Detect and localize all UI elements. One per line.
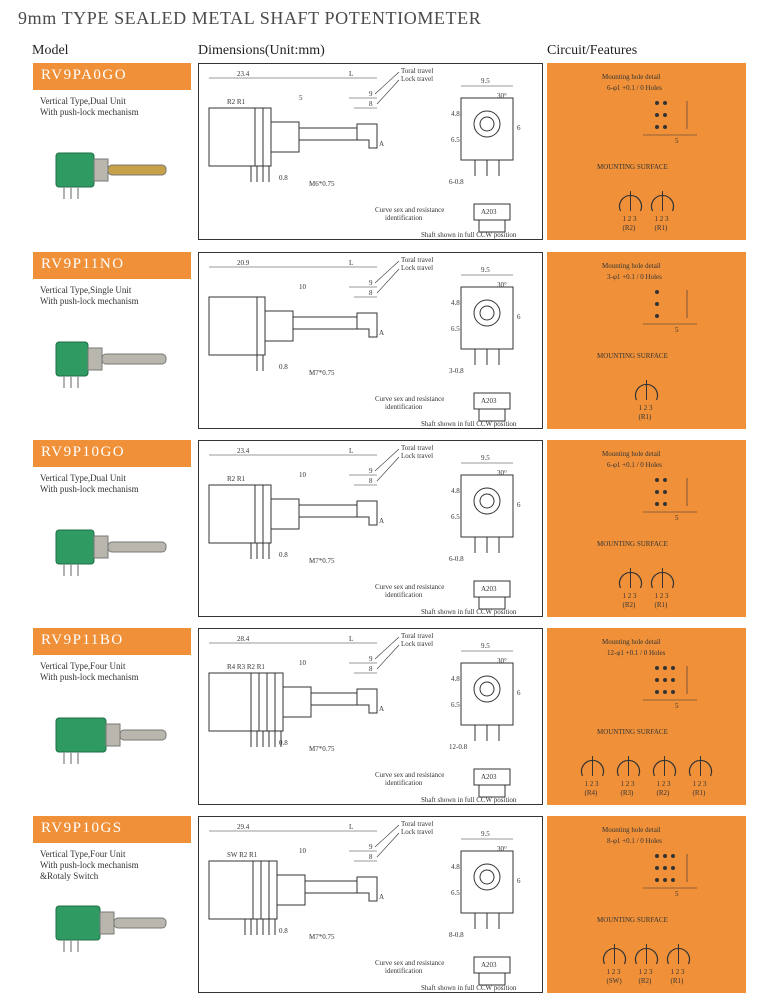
mounting-hole — [671, 878, 675, 882]
leader-total — [375, 449, 399, 471]
mounting-surface: MOUNTING SURFACE — [597, 916, 668, 924]
side-shaft — [299, 128, 357, 140]
mounting-hole-detail: Mounting hole detail — [602, 638, 661, 646]
dim-9: 9 — [369, 90, 373, 98]
mounting-hole — [655, 678, 659, 682]
mounting-hole — [655, 302, 659, 306]
label-curve: Curve sex and resistance — [375, 583, 445, 591]
dim-9: 9 — [369, 843, 373, 851]
pot-body — [56, 718, 106, 752]
front-shaft — [480, 870, 494, 884]
front-body — [461, 851, 513, 913]
column-header-circuit: Circuit/Features — [547, 43, 638, 58]
model-description — [40, 849, 190, 882]
dim-6: 6 — [517, 689, 521, 697]
label-pins: 3-0.8 — [449, 367, 464, 375]
dim-4-8: 4.8 — [451, 863, 460, 871]
holes-spec: 12-φ1 +0.1 / 0 Holes — [607, 649, 666, 657]
dim-6-5: 6.5 — [451, 325, 460, 333]
label-A: A — [379, 893, 385, 901]
mounting-hole — [663, 866, 667, 870]
description-line: Vertical Type,Dual Unit — [40, 473, 126, 483]
pot-bushing — [88, 348, 102, 370]
label-unit-markings: R2 R1 — [227, 98, 246, 106]
dim-8: 8 — [369, 100, 373, 108]
dim-9-5: 9.5 — [481, 266, 490, 274]
circuit-label: (SW) — [606, 977, 622, 985]
mounting-hole-detail: Mounting hole detail — [602, 826, 661, 834]
dim-8: 8 — [369, 853, 373, 861]
circuit-label: (R3) — [620, 789, 634, 797]
circuit-features — [547, 63, 746, 240]
mounting-surface: MOUNTING SURFACE — [597, 728, 668, 736]
side-body — [209, 861, 277, 919]
pin-numbers: 1 2 3 — [670, 968, 685, 976]
label-code: A203 — [481, 397, 497, 405]
dim-5-circuit: 5 — [675, 326, 679, 334]
dim-0-8: 0.8 — [279, 739, 288, 747]
dim-9-5: 9.5 — [481, 454, 490, 462]
label-unit-markings: R4 R3 R2 R1 — [227, 663, 265, 671]
dim-5-circuit: 5 — [675, 702, 679, 710]
dim-0-8: 0.8 — [279, 363, 288, 371]
label-total-travel: Toral travel — [401, 444, 434, 452]
label-total-travel: Toral travel — [401, 256, 434, 264]
front-bushing — [474, 864, 500, 890]
label-identification: identification — [385, 214, 423, 222]
mounting-hole — [655, 125, 659, 129]
front-shaft — [480, 494, 494, 508]
dim-0-8: 0.8 — [279, 551, 288, 559]
product-photo — [42, 894, 182, 958]
label-code: A203 — [481, 961, 497, 969]
front-bushing — [474, 300, 500, 326]
circuit-label: (R1) — [654, 601, 668, 609]
label-lock-travel: Lock travel — [401, 452, 434, 460]
label-unit-markings: SW R2 R1 — [227, 851, 258, 859]
label-thread: M7*0.75 — [309, 557, 335, 565]
dim-5: 10 — [299, 847, 306, 855]
dim-5: 5 — [299, 94, 303, 102]
dimension-drawing — [198, 816, 543, 993]
mounting-surface: MOUNTING SURFACE — [597, 352, 668, 360]
mounting-hole — [663, 666, 667, 670]
pin-numbers: 1 2 3 — [638, 404, 653, 412]
dim-L: L — [349, 447, 354, 455]
label-pins: 12-0.8 — [449, 743, 468, 751]
label-total-travel: Toral travel — [401, 820, 434, 828]
label-identification: identification — [385, 779, 423, 787]
dim-L: L — [349, 70, 354, 78]
dim-0-8: 0.8 — [279, 927, 288, 935]
side-bushing — [283, 687, 311, 717]
label-lock-travel: Lock travel — [401, 828, 434, 836]
dim-8: 8 — [369, 289, 373, 297]
label-lock-travel: Lock travel — [401, 640, 434, 648]
mounting-surface: MOUNTING SURFACE — [597, 163, 668, 171]
product-row — [0, 628, 757, 808]
mounting-hole — [663, 678, 667, 682]
label-A: A — [379, 329, 385, 337]
mounting-hole — [671, 666, 675, 670]
circuit-label: (R2) — [656, 789, 670, 797]
leader-total — [375, 637, 399, 659]
dim-8: 8 — [369, 477, 373, 485]
model-description — [40, 661, 190, 683]
mounting-hole — [655, 690, 659, 694]
model-description — [40, 473, 190, 495]
dim-0-8: 0.8 — [279, 174, 288, 182]
side-bushing — [265, 311, 293, 341]
front-shaft — [480, 306, 494, 320]
dim-5: 10 — [299, 471, 306, 479]
pin-numbers: 1 2 3 — [656, 780, 671, 788]
front-bushing — [474, 676, 500, 702]
dim-body-length: 23.4 — [237, 70, 250, 78]
pin-numbers: 1 2 3 — [692, 780, 707, 788]
pin-numbers: 1 2 3 — [622, 215, 637, 223]
label-angle: 30° — [497, 281, 507, 289]
shaft-knob — [357, 313, 377, 337]
dim-4-8: 4.8 — [451, 299, 460, 307]
label-curve: Curve sex and resistance — [375, 206, 445, 214]
label-angle: 30° — [497, 845, 507, 853]
dim-body-length: 29.4 — [237, 823, 250, 831]
mounting-hole — [663, 125, 667, 129]
pot-shaft — [120, 730, 166, 740]
dim-6: 6 — [517, 124, 521, 132]
mounting-hole — [663, 478, 667, 482]
product-row — [0, 63, 757, 243]
mounting-hole — [671, 866, 675, 870]
product-photo — [42, 706, 182, 770]
mounting-hole-detail: Mounting hole detail — [602, 262, 661, 270]
label-pins: 8-0.8 — [449, 931, 464, 939]
mounting-hole — [671, 690, 675, 694]
side-body — [209, 108, 271, 166]
dim-4-8: 4.8 — [451, 487, 460, 495]
product-photo — [42, 141, 182, 205]
mounting-hole-detail: Mounting hole detail — [602, 73, 661, 81]
circuit-label: (R4) — [584, 789, 598, 797]
column-header-model: Model — [32, 43, 69, 58]
shaft-knob — [357, 124, 377, 148]
dim-6: 6 — [517, 877, 521, 885]
pot-body — [56, 153, 94, 187]
mounting-hole — [655, 113, 659, 117]
label-lock-travel: Lock travel — [401, 264, 434, 272]
dim-body-length: 28.4 — [237, 635, 250, 643]
label-curve: Curve sex and resistance — [375, 771, 445, 779]
label-code: A203 — [481, 585, 497, 593]
mounting-hole — [663, 101, 667, 105]
dim-L: L — [349, 823, 354, 831]
holes-spec: 6-φ1 +0.1 / 0 Holes — [607, 84, 662, 92]
dim-5: 10 — [299, 659, 306, 667]
mounting-hole — [655, 878, 659, 882]
side-body — [209, 485, 271, 543]
pot-bushing — [106, 724, 120, 746]
leader-lock — [377, 645, 399, 669]
label-identification: identification — [385, 403, 423, 411]
pin-numbers: 1 2 3 — [638, 968, 653, 976]
side-body — [209, 673, 283, 731]
model-number: RV9P10GS — [33, 816, 191, 843]
pot-shaft — [114, 918, 166, 928]
side-bushing — [271, 122, 299, 152]
mounting-hole — [655, 478, 659, 482]
dim-6-5: 6.5 — [451, 701, 460, 709]
mounting-hole — [663, 854, 667, 858]
label-angle: 30° — [497, 92, 507, 100]
mounting-hole — [655, 314, 659, 318]
dim-9: 9 — [369, 467, 373, 475]
front-body — [461, 287, 513, 349]
mounting-hole — [663, 490, 667, 494]
label-A: A — [379, 517, 385, 525]
pot-body — [56, 342, 88, 376]
dim-9: 9 — [369, 655, 373, 663]
dim-5: 10 — [299, 283, 306, 291]
label-curve: Curve sex and resistance — [375, 959, 445, 967]
pot-shaft — [102, 354, 166, 364]
pot-bushing — [94, 159, 108, 181]
leader-total — [375, 261, 399, 283]
product-row — [0, 440, 757, 620]
label-A: A — [379, 705, 385, 713]
front-bushing — [474, 111, 500, 137]
dim-L: L — [349, 259, 354, 267]
front-shaft — [480, 682, 494, 696]
pin-numbers: 1 2 3 — [620, 780, 635, 788]
dimension-drawing — [198, 252, 543, 429]
model-number: RV9P10GO — [33, 440, 191, 467]
label-thread: M7*0.75 — [309, 933, 335, 941]
pin-numbers: 1 2 3 — [606, 968, 621, 976]
leader-lock — [377, 833, 399, 857]
pin-numbers: 1 2 3 — [654, 215, 669, 223]
dim-5-circuit: 5 — [675, 137, 679, 145]
mounting-hole — [663, 502, 667, 506]
dim-6-5: 6.5 — [451, 136, 460, 144]
label-unit-markings: R2 R1 — [227, 475, 246, 483]
circuit-features — [547, 252, 746, 429]
label-A: A — [379, 140, 385, 148]
description-line: Vertical Type,Four Unit — [40, 661, 126, 671]
description-line: Vertical Type,Four Unit — [40, 849, 126, 859]
dim-6: 6 — [517, 501, 521, 509]
pot-shaft — [108, 165, 166, 175]
label-curve: Curve sex and resistance — [375, 395, 445, 403]
dim-6-5: 6.5 — [451, 889, 460, 897]
label-lock-travel: Lock travel — [401, 75, 434, 83]
leader-lock — [377, 269, 399, 293]
dim-5-circuit: 5 — [675, 514, 679, 522]
description-line: With push-lock mechanism — [40, 107, 139, 117]
mounting-hole — [655, 502, 659, 506]
side-shaft — [299, 505, 357, 517]
side-shaft — [293, 317, 357, 329]
description-line: Vertical Type,Dual Unit — [40, 96, 126, 106]
mounting-hole-detail: Mounting hole detail — [602, 450, 661, 458]
label-pins: 6-0.8 — [449, 555, 464, 563]
dim-body-length: 23.4 — [237, 447, 250, 455]
shaft-knob — [357, 689, 377, 713]
pin-numbers: 1 2 3 — [654, 592, 669, 600]
mounting-hole — [671, 678, 675, 682]
mounting-hole — [655, 666, 659, 670]
shaft-knob — [357, 501, 377, 525]
dim-5-circuit: 5 — [675, 890, 679, 898]
label-shaft-position: Shaft shown in full CCW position — [421, 420, 517, 428]
leader-total — [375, 72, 399, 94]
mounting-hole — [663, 878, 667, 882]
column-header-dimensions: Dimensions(Unit:mm) — [198, 43, 325, 58]
dimension-drawing — [198, 440, 543, 617]
dimension-drawing — [198, 63, 543, 240]
circuit-features — [547, 816, 746, 993]
pot-bushing — [100, 912, 114, 934]
label-shaft-position: Shaft shown in full CCW position — [421, 796, 517, 804]
pot-body — [56, 530, 94, 564]
model-description — [40, 96, 190, 118]
holes-spec: 8-φ1 +0.1 / 0 Holes — [607, 837, 662, 845]
front-body — [461, 475, 513, 537]
leader-lock — [377, 457, 399, 481]
shaft-knob — [357, 877, 377, 901]
side-shaft — [305, 881, 357, 893]
pot-bushing — [94, 536, 108, 558]
label-thread: M6*0.75 — [309, 180, 335, 188]
product-photo — [42, 518, 182, 582]
mounting-hole — [655, 866, 659, 870]
circuit-label: (R1) — [670, 977, 684, 985]
label-angle: 30° — [497, 469, 507, 477]
front-bushing — [474, 488, 500, 514]
front-body — [461, 98, 513, 160]
pot-body — [56, 906, 100, 940]
mounting-surface: MOUNTING SURFACE — [597, 540, 668, 548]
mounting-hole — [671, 854, 675, 858]
model-number: RV9P11NO — [33, 252, 191, 279]
dim-9-5: 9.5 — [481, 77, 490, 85]
product-row — [0, 252, 757, 432]
label-thread: M7*0.75 — [309, 745, 335, 753]
side-shaft — [311, 693, 357, 705]
description-line: Vertical Type,Single Unit — [40, 285, 132, 295]
dimension-drawing — [198, 628, 543, 805]
pin-numbers: 1 2 3 — [622, 592, 637, 600]
description-line: &Rotaly Switch — [40, 871, 99, 881]
label-total-travel: Toral travel — [401, 632, 434, 640]
circuit-label: (R2) — [638, 977, 652, 985]
circuit-label: (R1) — [638, 413, 652, 421]
leader-lock — [377, 80, 399, 104]
holes-spec: 3-φ1 +0.1 / 0 Holes — [607, 273, 662, 281]
dim-9-5: 9.5 — [481, 642, 490, 650]
circuit-label: (R1) — [692, 789, 706, 797]
pot-shaft — [108, 542, 166, 552]
label-angle: 30° — [497, 657, 507, 665]
model-number: RV9P11BO — [33, 628, 191, 655]
pin-numbers: 1 2 3 — [584, 780, 599, 788]
dim-6: 6 — [517, 313, 521, 321]
description-line: With push-lock mechanism — [40, 296, 139, 306]
label-identification: identification — [385, 591, 423, 599]
circuit-features — [547, 440, 746, 617]
mounting-hole — [663, 690, 667, 694]
label-pins: 6-0.8 — [449, 178, 464, 186]
label-shaft-position: Shaft shown in full CCW position — [421, 608, 517, 616]
label-code: A203 — [481, 773, 497, 781]
mounting-hole — [663, 113, 667, 117]
label-total-travel: Toral travel — [401, 67, 434, 75]
circuit-label: (R1) — [654, 224, 668, 232]
dim-body-length: 20.9 — [237, 259, 250, 267]
dim-8: 8 — [369, 665, 373, 673]
dim-9: 9 — [369, 279, 373, 287]
front-shaft — [480, 117, 494, 131]
label-code: A203 — [481, 208, 497, 216]
label-identification: identification — [385, 967, 423, 975]
product-photo — [42, 330, 182, 394]
label-shaft-position: Shaft shown in full CCW position — [421, 231, 517, 239]
dim-9-5: 9.5 — [481, 830, 490, 838]
dim-6-5: 6.5 — [451, 513, 460, 521]
holes-spec: 6-φ1 +0.1 / 0 Holes — [607, 461, 662, 469]
description-line: With push-lock mechanism — [40, 672, 139, 682]
label-shaft-position: Shaft shown in full CCW position — [421, 984, 517, 992]
leader-total — [375, 825, 399, 847]
dim-4-8: 4.8 — [451, 110, 460, 118]
mounting-hole — [655, 854, 659, 858]
description-line: With push-lock mechanism — [40, 860, 139, 870]
description-line: With push-lock mechanism — [40, 484, 139, 494]
product-row — [0, 816, 757, 996]
label-thread: M7*0.75 — [309, 369, 335, 377]
mounting-hole — [655, 490, 659, 494]
model-description — [40, 285, 190, 307]
dim-4-8: 4.8 — [451, 675, 460, 683]
circuit-label: (R2) — [622, 224, 636, 232]
front-body — [461, 663, 513, 725]
dim-L: L — [349, 635, 354, 643]
model-number: RV9PA0GO — [33, 63, 191, 90]
circuit-label: (R2) — [622, 601, 636, 609]
side-bushing — [271, 499, 299, 529]
page-title: 9mm TYPE SEALED METAL SHAFT POTENTIOMETER — [18, 8, 482, 28]
mounting-hole — [655, 101, 659, 105]
mounting-hole — [655, 290, 659, 294]
side-bushing — [277, 875, 305, 905]
circuit-features — [547, 628, 746, 805]
